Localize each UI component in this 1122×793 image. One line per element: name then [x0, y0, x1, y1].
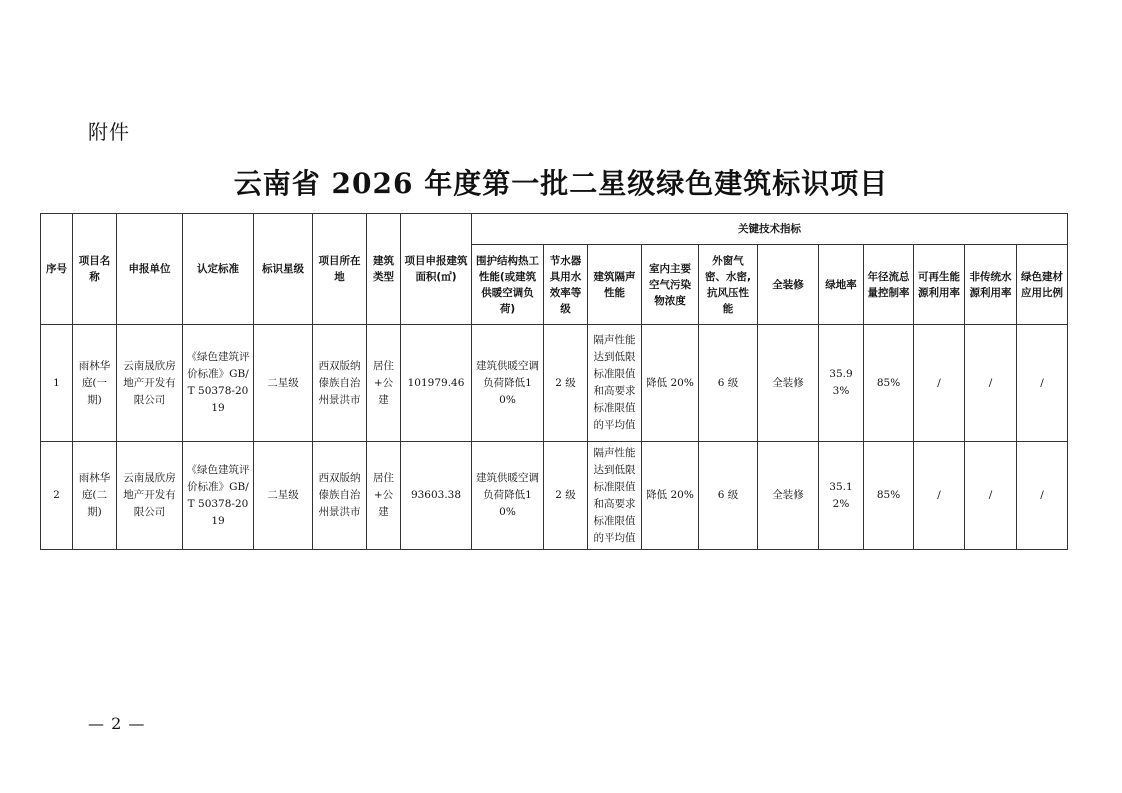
cell-building-type: 居住+公建 — [367, 442, 401, 550]
header-area: 项目申报建筑面积(㎡) — [401, 214, 472, 325]
header-indoor-air: 室内主要空气污染物浓度 — [642, 245, 699, 325]
cell-star-level: 二星级 — [254, 325, 313, 442]
cell-window: 6 级 — [699, 325, 758, 442]
document-title: 云南省 2026 年度第一批二星级绿色建筑标识项目 — [233, 167, 889, 200]
cell-nontraditional-water: / — [965, 325, 1017, 442]
header-sound-insulation: 建筑隔声性能 — [588, 245, 642, 325]
cell-area: 93603.38 — [401, 442, 472, 550]
header-applicant: 申报单位 — [117, 214, 183, 325]
header-water-fixture: 节水器具用水效率等级 — [544, 245, 588, 325]
cell-envelope: 建筑供暖空调负荷降低10% — [472, 325, 544, 442]
cell-applicant: 云南晟欣房地产开发有限公司 — [117, 325, 183, 442]
cell-window: 6 级 — [699, 442, 758, 550]
header-standard: 认定标准 — [183, 214, 254, 325]
cell-building-type: 居住+公建 — [367, 325, 401, 442]
cell-runoff: 85% — [864, 325, 914, 442]
header-building-type: 建筑类型 — [367, 214, 401, 325]
cell-seq: 2 — [41, 442, 73, 550]
header-row — [41, 214, 1068, 245]
cell-renewable: / — [914, 325, 965, 442]
cell-sound-insulation: 隔声性能达到低限标准限值和高要求标准限值的平均值 — [588, 442, 642, 550]
cell-water-fixture: 2 级 — [544, 442, 588, 550]
cell-indoor-air: 降低 20% — [642, 325, 699, 442]
header-window: 外窗气密、水密,抗风压性能 — [699, 245, 758, 325]
cell-sound-insulation: 隔声性能达到低限标准限值和高要求标准限值的平均值 — [588, 325, 642, 442]
cell-full-decoration: 全装修 — [758, 325, 819, 442]
cell-standard: 《绿色建筑评价标准》GB/T 50378-2019 — [183, 442, 254, 550]
cell-indoor-air: 降低 20% — [642, 442, 699, 550]
cell-runoff: 85% — [864, 442, 914, 550]
header-seq: 序号 — [41, 214, 73, 325]
cell-full-decoration: 全装修 — [758, 442, 819, 550]
table-row — [41, 442, 1068, 550]
cell-applicant: 云南晟欣房地产开发有限公司 — [117, 442, 183, 550]
cell-standard: 《绿色建筑评价标准》GB/T 50378-2019 — [183, 325, 254, 442]
cell-star-level: 二星级 — [254, 442, 313, 550]
cell-location: 西双版纳傣族自治州景洪市 — [313, 442, 367, 550]
header-location: 项目所在地 — [313, 214, 367, 325]
cell-project-name: 雨林华庭(二期) — [73, 442, 117, 550]
table-row — [41, 325, 1068, 442]
header-green-materials: 绿色建材应用比例 — [1017, 245, 1068, 325]
header-project-name: 项目名称 — [73, 214, 117, 325]
page-number: — 2 — — [88, 714, 146, 733]
cell-green-ratio: 35.12% — [819, 442, 864, 550]
header-key-indicators: 关键技术指标 — [472, 214, 1068, 245]
header-nontraditional-water: 非传统水源利用率 — [965, 245, 1017, 325]
cell-project-name: 雨林华庭(一期) — [73, 325, 117, 442]
cell-location: 西双版纳傣族自治州景洪市 — [313, 325, 367, 442]
header-runoff: 年径流总量控制率 — [864, 245, 914, 325]
attachment-label: 附件 — [88, 120, 130, 144]
cell-green-materials: / — [1017, 325, 1068, 442]
cell-seq: 1 — [41, 325, 73, 442]
cell-water-fixture: 2 级 — [544, 325, 588, 442]
header-full-decoration: 全装修 — [758, 245, 819, 325]
cell-green-materials: / — [1017, 442, 1068, 550]
cell-green-ratio: 35.93% — [819, 325, 864, 442]
cell-area: 101979.46 — [401, 325, 472, 442]
cell-envelope: 建筑供暖空调负荷降低10% — [472, 442, 544, 550]
header-green-ratio: 绿地率 — [819, 245, 864, 325]
header-star-level: 标识星级 — [254, 214, 313, 325]
cell-nontraditional-water: / — [965, 442, 1017, 550]
header-envelope: 围护结构热工性能(或建筑供暖空调负荷) — [472, 245, 544, 325]
header-renewable: 可再生能源利用率 — [914, 245, 965, 325]
projects-table — [40, 213, 1068, 550]
cell-renewable: / — [914, 442, 965, 550]
